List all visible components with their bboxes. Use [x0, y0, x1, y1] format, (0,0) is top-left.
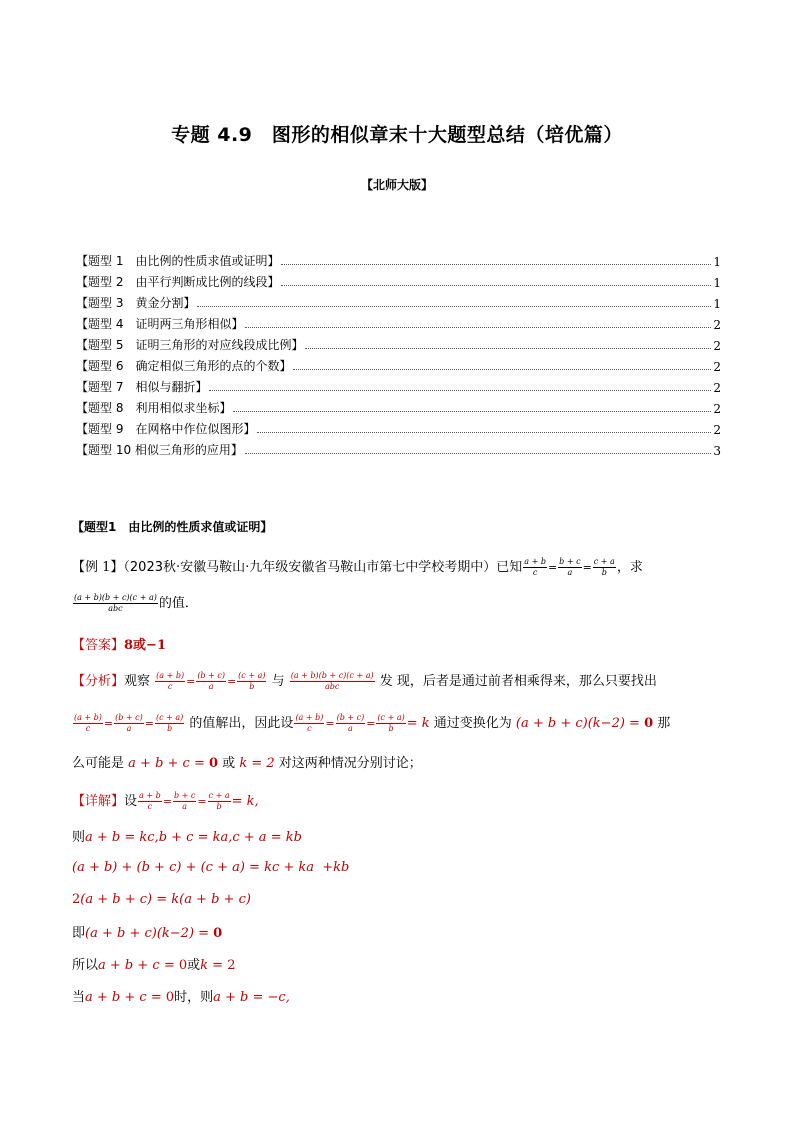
toc-page: 1	[713, 276, 721, 290]
fraction: $\frac{a + b}{c}$	[139, 791, 161, 811]
example-tag: 【例 1】	[72, 560, 124, 575]
toc-entry[interactable]	[76, 269, 721, 290]
analysis-text: 对这两种情况分别讨论；	[278, 756, 422, 771]
toc-leader	[209, 389, 711, 391]
detail-line-6: 所以a + b + c = 0或k = 2	[72, 958, 236, 973]
analysis-text: 发 现，后者是通过前者相乘得来，那么只要找出	[379, 674, 657, 689]
toc-entry[interactable]	[76, 353, 721, 374]
fraction: $\frac{(a + b)}{c}$	[74, 713, 102, 733]
toc-leader	[197, 305, 711, 307]
example-source: （2023秋·安徽马鞍山·九年级安徽省马鞍山市第七中学校考期中）已知	[123, 560, 523, 575]
toc-page: 1	[713, 255, 721, 269]
detail-text: 当	[72, 990, 86, 1005]
section-heading: 【题型1 由比例的性质求值或证明】	[72, 520, 273, 534]
table-of-contents	[76, 248, 721, 458]
toc-page: 3	[713, 444, 721, 458]
detail-line-1: 【详解】设 $\frac{a + b}{c}$ = $\frac{b + c}{a}$ = $\frac{c + a}{b}$ = k,	[72, 791, 259, 811]
detail-text: 即	[72, 926, 86, 941]
toc-entry[interactable]	[76, 290, 721, 311]
detail-text: 所以	[72, 958, 99, 973]
example-line-2	[72, 592, 198, 614]
toc-label: 【题型 7 相似与翻折】	[76, 380, 208, 394]
toc-label: 【题型 10 相似三角形的应用】	[76, 443, 243, 457]
toc-label: 【题型 2 由平行判断成比例的线段】	[76, 275, 280, 289]
toc-leader	[281, 263, 711, 265]
toc-entry[interactable]	[76, 311, 721, 332]
toc-leader	[281, 284, 711, 286]
fraction: $\frac{(c + a)}{b}$	[156, 713, 184, 733]
example-tail: 的值．	[158, 596, 198, 611]
toc-label: 【题型 8 利用相似求坐标】	[76, 401, 232, 415]
fraction: $\frac{(a + b)(b + c)(c + a)}{\text{abc}}$	[290, 671, 374, 691]
detail-text: 时，则	[174, 990, 214, 1005]
fraction: $\frac{(b + c)}{a}$	[115, 713, 143, 733]
fraction: $\frac{a + b}{c}$	[524, 557, 546, 577]
toc-leader	[293, 368, 711, 370]
toc-page: 2	[713, 423, 721, 437]
analysis-line-2: $\frac{(a + b)}{c}$ = $\frac{(b + c)}{a}$ = $\frac{(c + a)}{b}$ 的值解出，因此设 $\frac{(a + b)}{c}$ = $\frac{(b + c)}{a}$ = $\frac{(c + a)}{b}$ = k 通过变换化为 (a + b + c)(k−2) = 0 那	[74, 713, 671, 733]
fraction: $\frac{(a + b)}{c}$	[295, 713, 324, 733]
fraction: $\frac{(b + c)}{a}$	[336, 713, 365, 733]
detail-text: 或	[187, 958, 201, 973]
example-line: 【例 1】（2023秋·安徽马鞍山·九年级安徽省马鞍山市第七中学校考期中）已知 $\frac{a + b}{c}$ = $\frac{b + c}{a}$ = $\frac{c + a}{b}$ ，求	[72, 557, 643, 577]
toc-leader	[233, 410, 711, 412]
toc-page: 2	[713, 381, 721, 395]
analysis-text: 么可能是	[72, 756, 125, 771]
toc-entry[interactable]	[76, 374, 721, 395]
toc-entry[interactable]	[76, 332, 721, 353]
detail-tag: 【详解】	[72, 794, 125, 809]
analysis-text: 那	[657, 716, 671, 731]
toc-page: 2	[713, 402, 721, 416]
toc-entry[interactable]	[76, 248, 721, 269]
toc-label: 【题型 6 确定相似三角形的点的个数】	[76, 359, 292, 373]
toc-page: 1	[713, 297, 721, 311]
toc-leader	[245, 452, 711, 454]
analysis-text: 或	[222, 756, 236, 771]
toc-label: 【题型 5 证明三角形的对应线段成比例】	[76, 338, 304, 352]
fraction: $\frac{b + c}{a}$	[173, 791, 196, 811]
toc-label: 【题型 3 黄金分割】	[76, 296, 196, 310]
fraction: $\frac{b + c}{a}$	[559, 557, 581, 577]
detail-line-5: 即(a + b + c)(k−2) = 0	[72, 926, 223, 941]
fraction: $\frac{(c + a)}{b}$	[377, 713, 405, 733]
detail-line-3: (a + b) + (b + c) + (c + a) = kc + ka +kb	[72, 860, 350, 875]
answer-line	[72, 634, 166, 653]
analysis-tag: 【分析】	[72, 674, 125, 689]
analysis-text: 与	[271, 674, 285, 689]
toc-entry[interactable]	[76, 416, 721, 437]
toc-leader	[257, 431, 711, 433]
toc-page: 2	[713, 339, 721, 353]
analysis-text: 的值解出，因此设	[189, 716, 294, 731]
example-ask: ，求	[616, 560, 643, 575]
detail-line-2: 则a + b = kc,b + c = ka,c + a = kb	[72, 830, 302, 845]
toc-page: 2	[713, 318, 721, 332]
analysis-text: 通过变换化为	[433, 716, 512, 731]
toc-page: 2	[713, 360, 721, 374]
fraction: $\frac{(b + c)}{a}$	[197, 671, 225, 691]
toc-entry[interactable]	[76, 395, 721, 416]
toc-entry[interactable]	[76, 437, 721, 458]
toc-label: 【题型 9 在网格中作位似图形】	[76, 422, 256, 436]
analysis-text: 观察	[124, 674, 151, 689]
page-subtitle: 【北师大版】	[360, 178, 433, 192]
toc-leader	[305, 347, 711, 349]
fraction: $\frac{(a + b)}{c}$	[156, 671, 185, 691]
toc-label: 【题型 1 由比例的性质求值或证明】	[76, 254, 280, 268]
analysis-line-3: 么可能是 a + b + c = 0 或 k = 2 对这两种情况分别讨论；	[72, 756, 422, 771]
detail-line-7: 当a + b + c = 0时，则a + b = −c,	[72, 990, 290, 1005]
fraction: $\frac{(c + a)}{b}$	[238, 671, 266, 691]
page-title: 专题 4.9 图形的相似章末十大题型总结（培优篇）	[171, 124, 623, 146]
fraction: $\frac{c + a}{b}$	[208, 791, 230, 811]
analysis-line-1: 【分析】观察 $\frac{(a + b)}{c}$ = $\frac{(b + c)}{a}$ = $\frac{(c + a)}{b}$ 与 $\frac{(a + b)(b + c)(c + a)}{\text{abc}}$ 发 现，后者是通过前者相乘得来，那么只要找出	[72, 671, 657, 691]
fraction: $\frac{(a + b)(b + c)(c + a)}{\text{abc}}$	[74, 593, 157, 613]
answer-tag: 【答案】	[72, 638, 125, 653]
detail-text: 则	[72, 830, 86, 845]
detail-line-4: 2(a + b + c) = k(a + b + c)	[72, 892, 251, 907]
toc-leader	[245, 326, 711, 328]
answer-value: 8或−1	[124, 638, 166, 653]
toc-label: 【题型 4 证明两三角形相似】	[76, 317, 244, 331]
detail-text: 设	[124, 794, 138, 809]
fraction: $\frac{c + a}{b}$	[593, 557, 615, 577]
